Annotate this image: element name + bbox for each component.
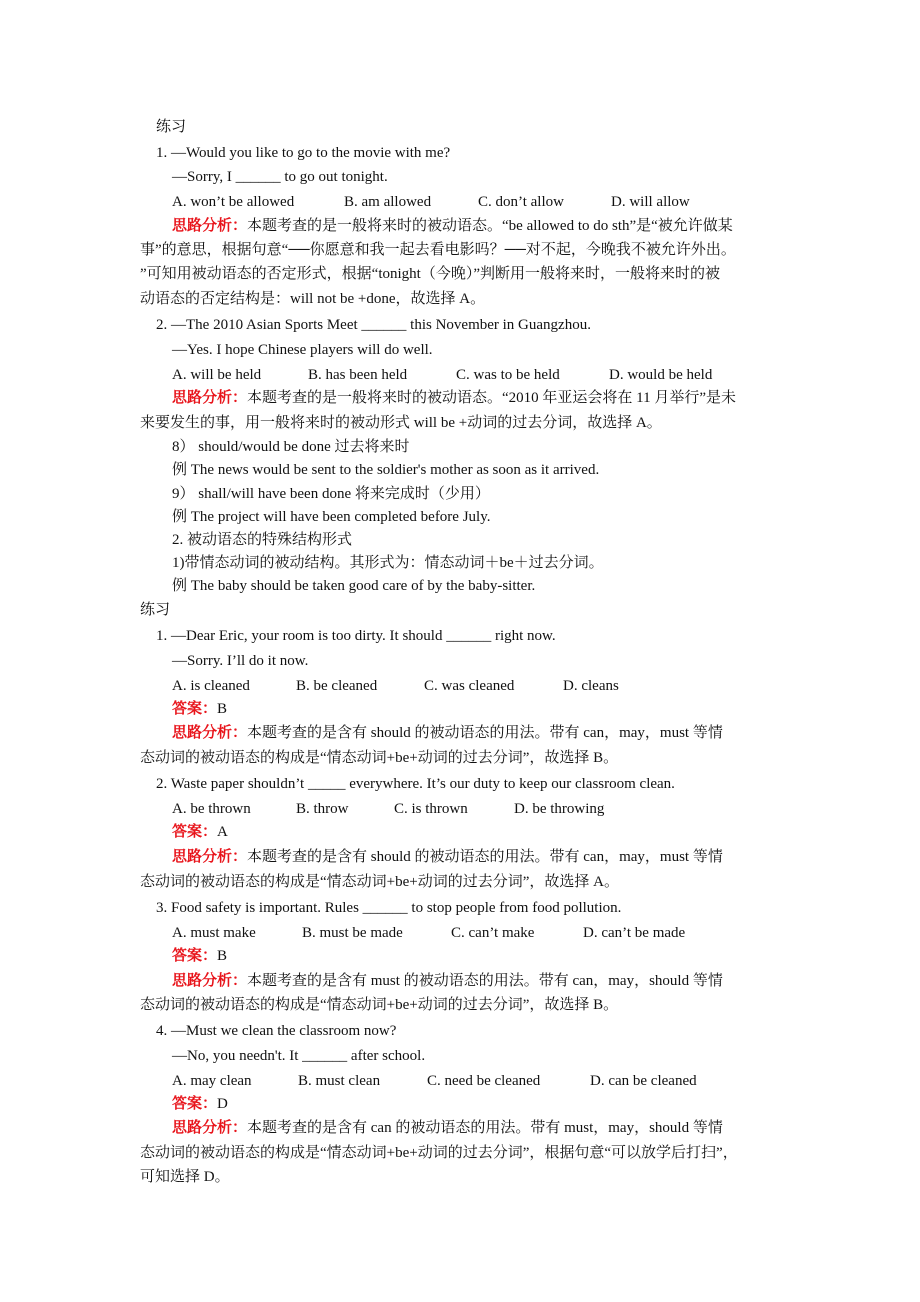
analysis-text: 本题考查的是含有 should 的被动语态的用法。带有 can，may，must 等情	[247, 849, 723, 865]
option: D. will allow	[611, 194, 690, 210]
analysis-text: 本题考查的是含有 should 的被动语态的用法。带有 can，may，must 等情	[247, 725, 723, 741]
analysis-label: 思路分析：	[172, 973, 248, 989]
question-stem: 4. —Must we clean the classroom now?	[156, 1023, 397, 1039]
analysis-label: 思路分析：	[172, 1120, 248, 1136]
option: A. must make	[172, 925, 256, 941]
grammar-example: 例 The project will have been completed before July.	[172, 509, 491, 525]
option: C. need be cleaned	[427, 1073, 541, 1089]
option: A. will be held	[172, 367, 262, 383]
analysis-text: 本题考查的是含有 must 的被动语态的用法。带有 can，may，should 等情	[247, 973, 723, 989]
option: A. won’t be allowed	[172, 194, 295, 210]
answer-value: D	[217, 1096, 228, 1112]
analysis-text: ”可知用被动语态的否定形式，根据“tonight（今晚）”判断用一般将来时，一般将来时的被	[140, 266, 720, 282]
option: B. be cleaned	[296, 678, 378, 694]
question-stem: —Sorry. I’ll do it now.	[172, 653, 309, 669]
answer-line	[172, 946, 227, 966]
question-stem: —No, you needn't. It ______ after school.	[172, 1048, 426, 1064]
option: C. is thrown	[394, 801, 468, 817]
answer-line	[172, 822, 228, 842]
answer-value: B	[217, 948, 228, 964]
answer-label: 答案：	[172, 1096, 218, 1112]
analysis-label: 思路分析：	[172, 725, 248, 741]
answer-label: 答案：	[172, 948, 218, 964]
analysis-text: 本题考查的是一般将来时的被动语态。“be allowed to do sth”是“被允许做某	[247, 218, 733, 234]
option: A. is cleaned	[172, 678, 250, 694]
question-stem: —Sorry, I ______ to go out tonight.	[172, 169, 388, 185]
analysis-line	[172, 388, 736, 408]
question-stem: 2. —The 2010 Asian Sports Meet ______ this November in Guangzhou.	[156, 317, 591, 333]
grammar-point: 2. 被动语态的特殊结构形式	[172, 532, 353, 548]
option: C. was cleaned	[424, 678, 515, 694]
grammar-example: 例 The baby should be taken good care of by the baby-sitter.	[172, 578, 536, 594]
analysis-text: 态动词的被动语态的构成是“情态动词+be+动词的过去分词”，故选择 B。	[140, 997, 619, 1013]
analysis-text: 态动词的被动语态的构成是“情态动词+be+动词的过去分词”，根据句意“可以放学后打扫”，	[140, 1145, 738, 1161]
analysis-text: 本题考查的是一般将来时的被动语态。“2010 年亚运会将在 11 月举行”是未	[247, 390, 737, 406]
option: C. don’t allow	[478, 194, 564, 210]
option: A. may clean	[172, 1073, 252, 1089]
analysis-text: 本题考查的是含有 can 的被动语态的用法。带有 must，may，should 等情	[247, 1120, 723, 1136]
answer-label: 答案：	[172, 824, 218, 840]
analysis-label: 思路分析：	[172, 390, 248, 406]
option: D. would be held	[609, 367, 713, 383]
section-heading: 练习	[140, 602, 171, 618]
section-heading: 练习	[156, 119, 187, 135]
grammar-item: 8） should/would be done 过去将来时	[172, 439, 410, 455]
analysis-line	[172, 723, 723, 743]
option: D. can be cleaned	[590, 1073, 697, 1089]
grammar-example: 例 The news would be sent to the soldier's mother as soon as it arrived.	[172, 462, 600, 478]
option: B. has been held	[308, 367, 408, 383]
answer-value: A	[217, 824, 228, 840]
answer-line	[172, 1094, 228, 1114]
analysis-text: 态动词的被动语态的构成是“情态动词+be+动词的过去分词”，故选择 B。	[140, 750, 619, 766]
option: D. be throwing	[514, 801, 605, 817]
question-stem: —Yes. I hope Chinese players will do well.	[172, 342, 433, 358]
option: C. was to be held	[456, 367, 560, 383]
analysis-line	[172, 847, 723, 867]
analysis-text: 事”的意思，根据句意“──你愿意和我一起去看电影吗？──对不起，今晚我不被允许外出。	[140, 242, 736, 258]
grammar-point: 1)带情态动词的被动结构。其形式为：情态动词＋be＋过去分词。	[172, 555, 604, 571]
analysis-label: 思路分析：	[172, 849, 248, 865]
analysis-label: 思路分析：	[172, 218, 248, 234]
analysis-text: 动语态的否定结构是：will not be +done，故选择 A。	[140, 291, 486, 307]
analysis-line	[172, 216, 733, 236]
option: B. must be made	[302, 925, 403, 941]
question-stem: 2. Waste paper shouldn’t _____ everywhere. It’s our duty to keep our classroom clean.	[156, 776, 675, 792]
answer-line	[172, 699, 227, 719]
answer-label: 答案：	[172, 701, 218, 717]
option: A. be thrown	[172, 801, 251, 817]
grammar-item: 9） shall/will have been done 将来完成时（少用）	[172, 486, 490, 502]
analysis-text: 来要发生的事，用一般将来时的被动形式 will be +动词的过去分词，故选择 A。	[140, 415, 662, 431]
analysis-text: 可知选择 D。	[140, 1169, 230, 1185]
analysis-line	[172, 1118, 723, 1138]
answer-value: B	[217, 701, 228, 717]
analysis-text: 态动词的被动语态的构成是“情态动词+be+动词的过去分词”，故选择 A。	[140, 874, 619, 890]
option: D. cleans	[563, 678, 619, 694]
option: B. must clean	[298, 1073, 381, 1089]
option: D. can’t be made	[583, 925, 686, 941]
question-stem: 3. Food safety is important. Rules ______ to stop people from food pollution.	[156, 900, 622, 916]
question-stem: 1. —Dear Eric, your room is too dirty. It should ______ right now.	[156, 628, 556, 644]
option: B. am allowed	[344, 194, 432, 210]
analysis-line	[172, 971, 723, 991]
option: B. throw	[296, 801, 349, 817]
option: C. can’t make	[451, 925, 535, 941]
question-stem: 1. —Would you like to go to the movie with me?	[156, 145, 451, 161]
